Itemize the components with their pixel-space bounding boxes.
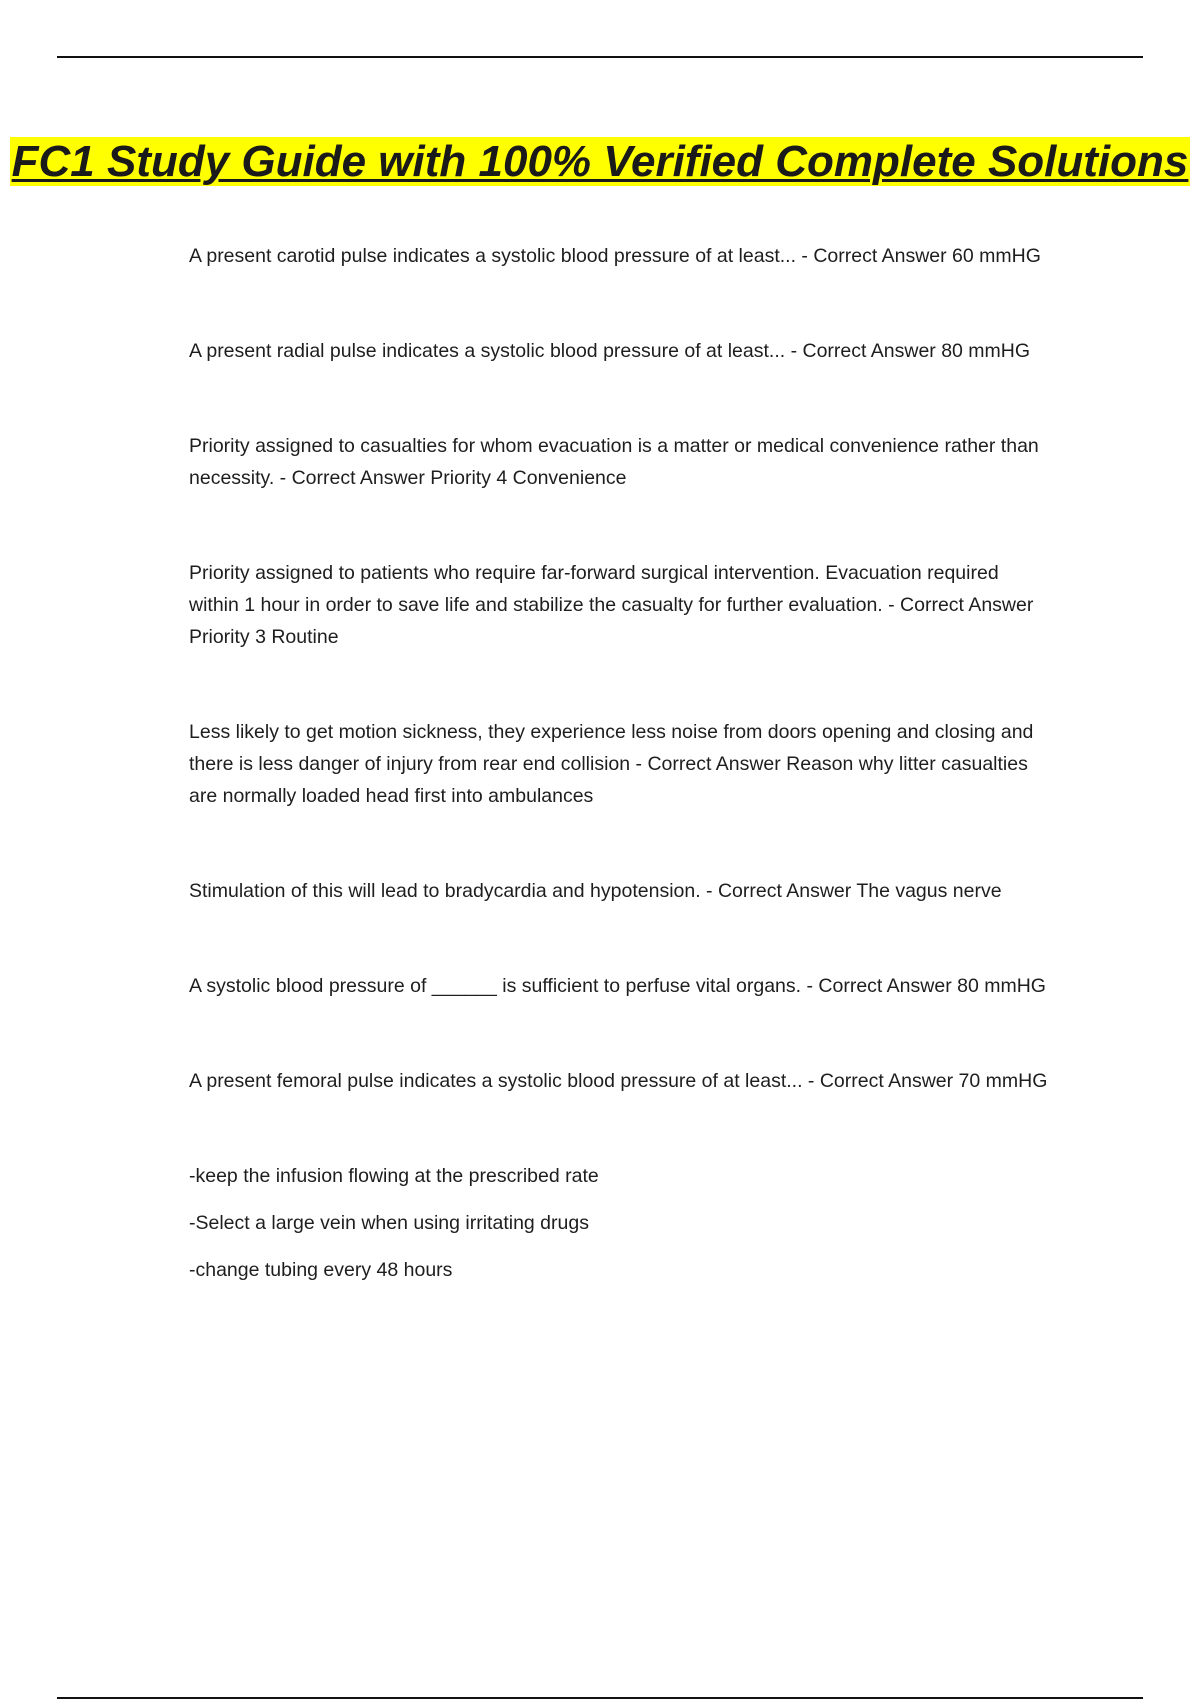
qa-entry: Stimulation of this will lead to bradycardia and hypotension. - Correct Answer The vagus nerve: [189, 880, 1002, 902]
top-rule: [57, 56, 1143, 58]
bullet-item: -keep the infusion flowing at the prescribed rate: [189, 1165, 599, 1187]
qa-entry: Priority assigned to casualties for whom evacuation is a matter or medical convenience rather than necessity. - Correct Answer Priority 4 Convenience: [189, 435, 1039, 489]
bullet-item: -change tubing every 48 hours: [189, 1259, 453, 1281]
bottom-rule: [57, 1697, 1143, 1699]
bullet-list: [189, 1160, 1049, 1286]
qa-entry: A present radial pulse indicates a systolic blood pressure of at least... - Correct Answer 80 mmHG: [189, 340, 1031, 362]
qa-entry: Priority assigned to patients who require far-forward surgical intervention. Evacuation required within 1 hour in order to save life and stabilize the casualty for further evaluation. - Correct Answer Priority 3 Routine: [189, 562, 1034, 648]
qa-entry: A present femoral pulse indicates a systolic blood pressure of at least... - Correct Answer 70 mmHG: [189, 1070, 1048, 1092]
qa-entry: A systolic blood pressure of ______ is sufficient to perfuse vital organs. - Correct Answer 80 mmHG: [189, 975, 1046, 997]
title-highlight: FC1 Study Guide with 100% Verified Complete Solutions: [11, 137, 1189, 186]
document-title: [0, 136, 1200, 188]
qa-entry: Less likely to get motion sickness, they experience less noise from doors opening and closing and there is less danger of injury from rear end collision - Correct Answer Reason why litter casualties are normally loaded head first into ambulances: [189, 721, 1034, 807]
bullet-item: -Select a large vein when using irritating drugs: [189, 1212, 589, 1234]
document-body: [189, 240, 1049, 1301]
qa-entry: A present carotid pulse indicates a systolic blood pressure of at least... - Correct Answer 60 mmHG: [189, 245, 1041, 267]
